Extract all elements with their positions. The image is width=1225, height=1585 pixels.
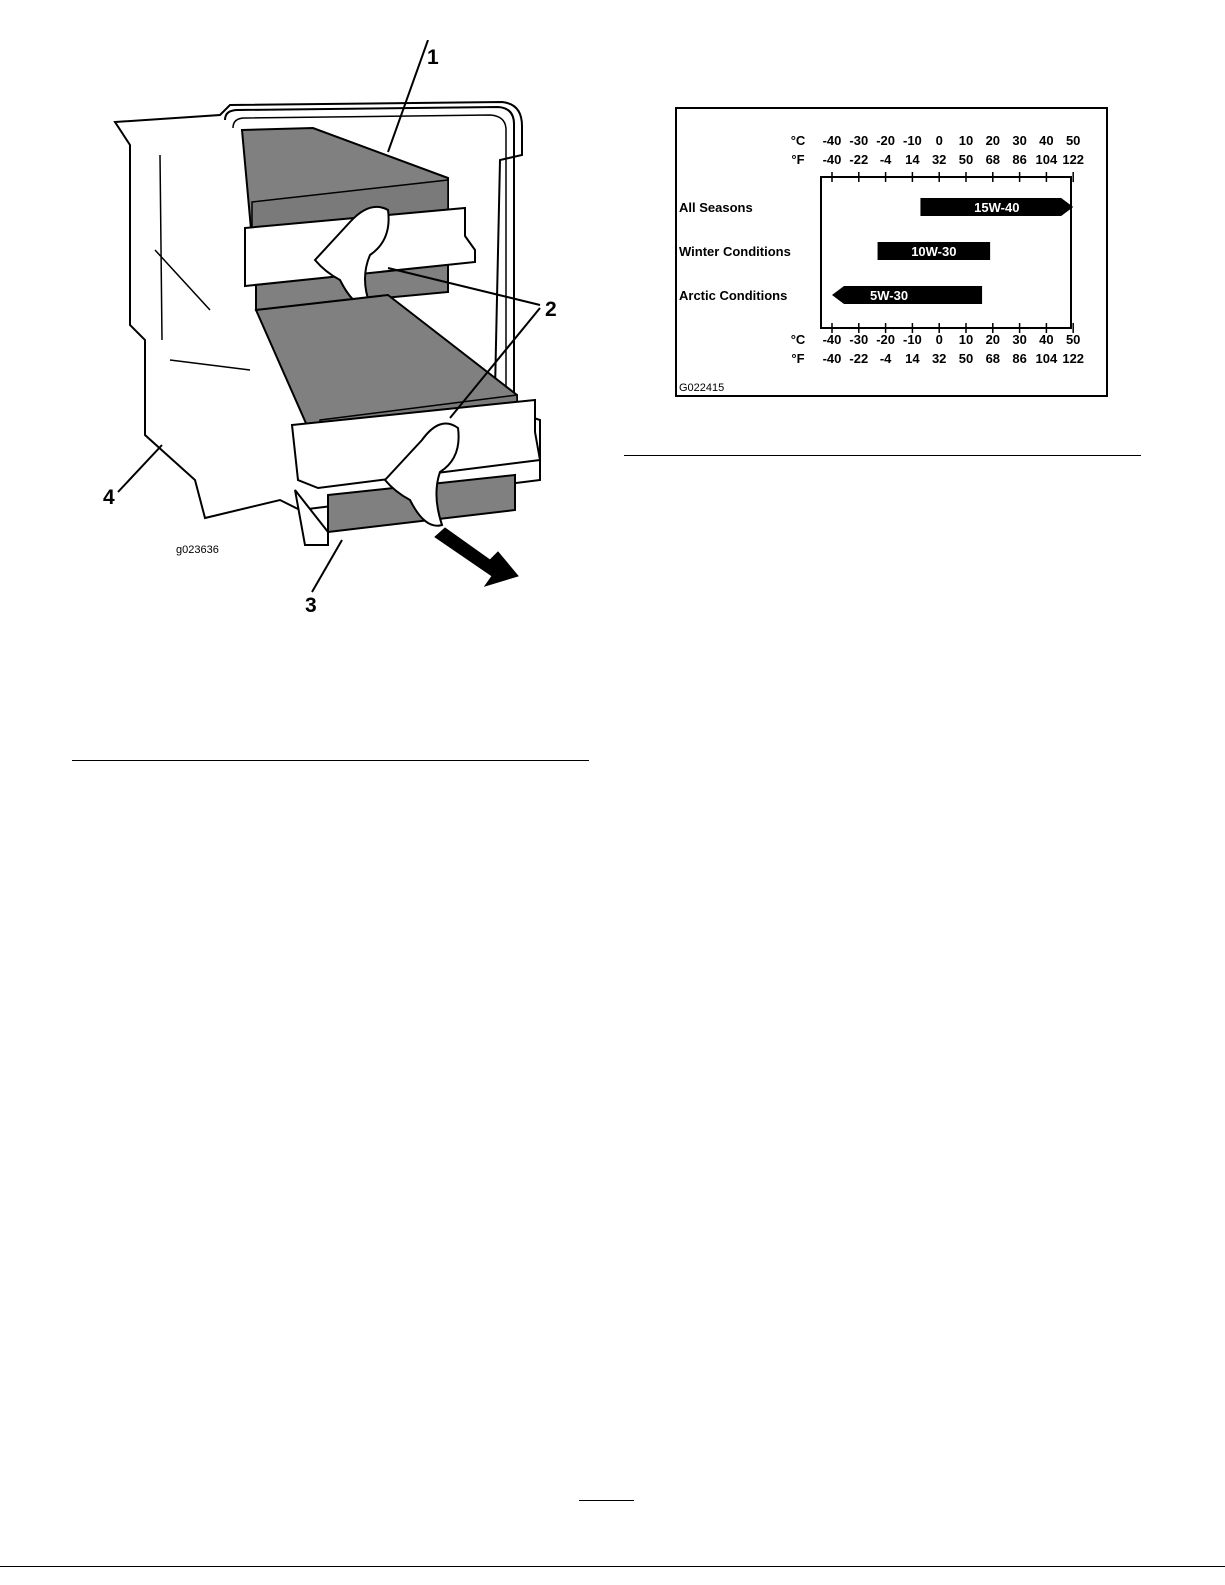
fahrenheit-tick-top: -22 [849, 152, 869, 167]
fahrenheit-tick-top: 50 [958, 152, 974, 167]
celsius-tick-bottom: -10 [903, 332, 922, 347]
celsius-tick-top: 50 [1065, 133, 1081, 148]
fahrenheit-tick-bottom: 86 [1012, 351, 1027, 366]
celsius-tick-top: -20 [876, 133, 895, 148]
fahrenheit-tick-top: 14 [905, 152, 920, 167]
celsius-tick-bottom: -20 [876, 332, 895, 347]
celsius-tick-bottom: 0 [935, 332, 943, 347]
callout-2: 2 [545, 298, 557, 321]
fahrenheit-tick-bottom: 68 [985, 351, 1001, 366]
figure-id-chart: G022415 [679, 382, 725, 394]
callout-3: 3 [305, 594, 317, 617]
celsius-unit-top: °C [790, 133, 806, 148]
callout-1: 1 [427, 46, 439, 69]
fahrenheit-tick-top: 122 [1062, 152, 1085, 167]
celsius-tick-top: 10 [958, 133, 974, 148]
celsius-tick-bottom: 20 [985, 332, 1001, 347]
fahrenheit-unit-top: °F [791, 152, 805, 167]
fahrenheit-unit-bottom: °F [791, 351, 805, 366]
fahrenheit-tick-bottom: 14 [905, 351, 920, 366]
leader-line-3 [312, 540, 342, 592]
viscosity-grade-label: 10W-30 [911, 244, 957, 259]
celsius-tick-top: -40 [822, 133, 842, 148]
celsius-unit-bottom: °C [790, 332, 806, 347]
celsius-tick-top: -30 [849, 133, 869, 148]
page-number-rule [579, 1500, 634, 1501]
fahrenheit-tick-bottom: -4 [879, 351, 892, 366]
callout-4: 4 [103, 486, 115, 509]
oil-viscosity-chart [675, 107, 1108, 397]
celsius-tick-bottom: -30 [849, 332, 869, 347]
figure-id-left: g023636 [176, 544, 219, 556]
celsius-tick-top: 0 [935, 133, 943, 148]
leader-line-4 [118, 445, 162, 492]
row-label: Winter Conditions [679, 244, 791, 259]
page-bottom-rule [0, 1566, 1225, 1567]
section-rule-left [72, 760, 589, 761]
fahrenheit-tick-top: 68 [985, 152, 1001, 167]
row-label: All Seasons [679, 200, 753, 215]
celsius-tick-top: -10 [903, 133, 922, 148]
fahrenheit-tick-top: 104 [1035, 152, 1058, 167]
fahrenheit-tick-top: 32 [931, 152, 947, 167]
viscosity-grade-label: 15W-40 [974, 200, 1020, 215]
air-cleaner-illustration [70, 40, 630, 630]
fahrenheit-tick-bottom: 32 [931, 351, 947, 366]
celsius-tick-top: 30 [1012, 133, 1027, 148]
fahrenheit-tick-bottom: -40 [822, 351, 842, 366]
celsius-tick-bottom: 50 [1065, 332, 1081, 347]
celsius-tick-bottom: 30 [1012, 332, 1027, 347]
fahrenheit-tick-bottom: 50 [958, 351, 974, 366]
celsius-tick-bottom: 40 [1039, 332, 1054, 347]
celsius-tick-top: 20 [985, 133, 1001, 148]
fahrenheit-tick-top: -4 [879, 152, 892, 167]
section-rule-right [624, 455, 1141, 456]
fahrenheit-tick-top: -40 [822, 152, 842, 167]
fahrenheit-tick-bottom: 122 [1062, 351, 1085, 366]
fahrenheit-tick-bottom: 104 [1035, 351, 1058, 366]
celsius-tick-bottom: -40 [822, 332, 842, 347]
fahrenheit-tick-top: 86 [1012, 152, 1027, 167]
celsius-tick-bottom: 10 [958, 332, 974, 347]
row-label: Arctic Conditions [679, 288, 788, 303]
fahrenheit-tick-bottom: -22 [849, 351, 869, 366]
viscosity-grade-label: 5W-30 [870, 288, 909, 303]
celsius-tick-top: 40 [1039, 133, 1054, 148]
oil-viscosity-chart-svg [677, 109, 1106, 395]
air-cleaner-figure [70, 40, 630, 630]
